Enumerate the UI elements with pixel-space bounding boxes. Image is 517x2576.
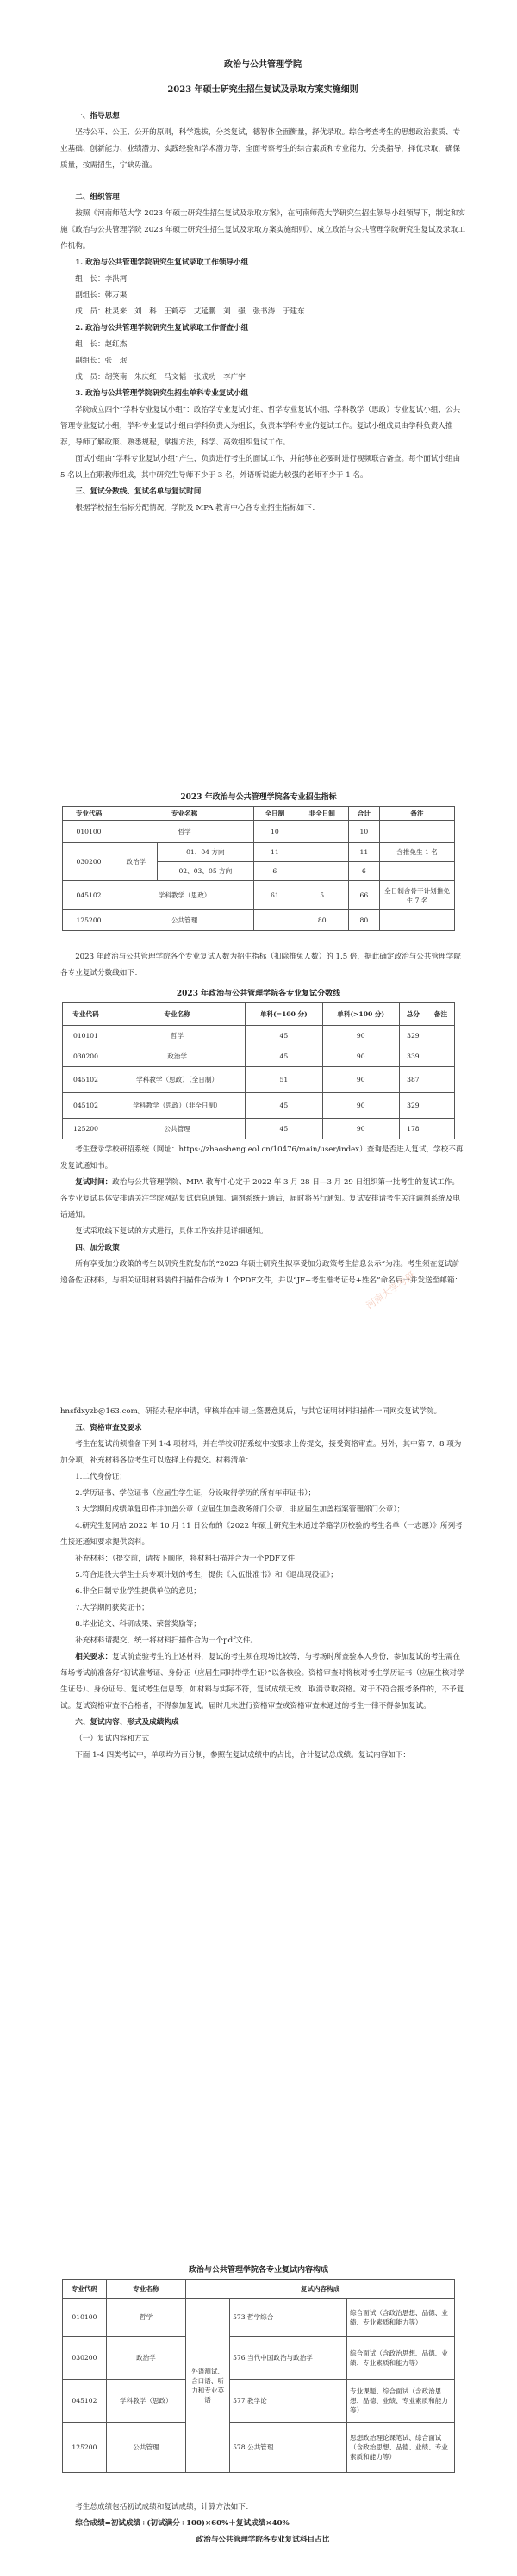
score-calculation [60, 2499, 465, 2548]
table-cell: 专业课题、综合面试（含政治思想、品德、业绩、专业素质和能力等） [347, 2380, 455, 2423]
table-cell [296, 843, 348, 862]
table-cell: 公共管理 [115, 910, 254, 931]
table-cell [380, 910, 455, 931]
section-2-title: 二、组织管理 [75, 193, 120, 202]
table-cell [380, 821, 455, 843]
table-cell: 80 [348, 910, 379, 931]
table-cell: 66 [348, 881, 379, 910]
school-heading: 政治与公共管理学院 [224, 60, 302, 70]
table-cell: 综合面试（含政治思想、品德、业绩、专业素质和能力等） [347, 2337, 455, 2380]
table-cell: 010100 [63, 2299, 107, 2337]
weight-table-caption: 政治与公共管理学院各专业复试科目占比 [196, 2536, 330, 2544]
material-item: 6.非全日制专业学生提供单位的意见； [75, 1587, 201, 1596]
table-cell: 80 [296, 910, 348, 931]
table-cell: 学科教学（思政） [115, 881, 254, 910]
table-cell: 045102 [63, 2380, 107, 2423]
table-row [63, 1093, 455, 1119]
table-cell [296, 821, 348, 843]
table-cell: 90 [322, 1046, 399, 1067]
table-row [63, 821, 455, 843]
table-cell: 哲学 [106, 2299, 185, 2337]
table-row [63, 843, 455, 862]
material-item: 补充材料请提交，统一将材料扫描件合为一个pdf文件。 [75, 1636, 258, 1645]
table-cell: 45 [246, 1119, 322, 1139]
table-cell: 90 [322, 1093, 399, 1119]
table-cell [296, 862, 348, 881]
retest-time-paragraph [60, 1175, 465, 1224]
table-row [63, 2380, 455, 2423]
table-header-cell: 专业代码 [63, 2280, 107, 2299]
table-cell: 含推免生 1 名 [380, 843, 455, 862]
table-cell: 178 [399, 1119, 427, 1139]
table-cell [427, 1093, 454, 1119]
section-6-title: 六、复试内容、形式及成绩构成 [75, 1718, 179, 1727]
retest-time-label: 复试时间： [75, 1178, 113, 1187]
table-header-cell: 合计 [348, 807, 379, 821]
table-row [63, 1026, 455, 1046]
table-cell: 6 [348, 862, 379, 881]
table-cell [427, 1026, 454, 1046]
table-cell: 329 [399, 1093, 427, 1119]
table-row [63, 1046, 455, 1067]
table-cell: 90 [322, 1119, 399, 1139]
group-2-title: 2. 政治与公共管理学院研究生复试录取工作督查小组 [75, 324, 249, 332]
table-cell [427, 1067, 454, 1093]
table-cell [254, 910, 296, 931]
table-cell: 51 [246, 1067, 322, 1093]
material-item: 7.大学期间获奖证书； [75, 1604, 149, 1612]
table-row [63, 2423, 455, 2473]
table-cell: 哲学 [115, 821, 254, 843]
table-cell: 01、04 方向 [157, 843, 253, 862]
table-row [63, 1067, 455, 1093]
table-header-cell: 专业代码 [63, 807, 115, 821]
table-cell: 010100 [63, 821, 115, 843]
table-cell: 45 [246, 1046, 322, 1067]
table-cell [380, 862, 455, 881]
group-3-title: 3. 政治与公共管理学院研究生招生单科专业复试小组 [75, 389, 249, 398]
table-cell: 11 [254, 843, 296, 862]
table-2-caption: 2023 年政治与公共管理学院各专业复试分数线 [176, 990, 341, 998]
enrollment-quota-table [62, 806, 455, 931]
table-cell: 政治学 [109, 1046, 245, 1067]
table-header-cell: 专业名称 [115, 807, 254, 821]
group-2-members: 成 员：胡笑南 朱庆红 马文韬 张成功 李广宇 [75, 373, 246, 382]
score-formula: 综合成绩=初试成绩÷(初试满分÷100)×60%＋复试成绩×40% [75, 2519, 290, 2528]
table-cell: 045102 [63, 881, 115, 910]
post-table-2-section [60, 1142, 465, 1289]
table-header-cell: 备注 [380, 807, 455, 821]
table-cell: 45 [246, 1093, 322, 1119]
table-row [63, 910, 455, 931]
group-3-text-1: 学院成立四个“学科专业复试小组”：政治学专业复试小组、哲学专业复试小组、学科教学（思政）专业复试小组、公共管理专业复试小组，学科专业复试小组由学科负责人为组长，负责本学科专业的复试工作。复试小组成员由学科负责人推荐，导师了解政策、熟悉规程，掌握方法，科学、高效组织复试工作。 [60, 406, 461, 447]
watermark: 河南大学考研 [364, 1269, 418, 1312]
table-1-caption: 2023 年政治与公共管理学院各专业招生指标 [180, 793, 337, 802]
table-cell: 学科教学（思政）（非全日制） [109, 1093, 245, 1119]
table-cell: 045102 [63, 1067, 109, 1093]
table-cell: 578 公共管理 [230, 2423, 347, 2473]
material-item: 补充材料：（提交前，请按下顺序，将材料扫描并合为一个PDF文件 [75, 1555, 296, 1563]
offline-retest-paragraph: 复试采取线下复试的方式进行，具体工作安排见详细通知。 [75, 1227, 268, 1236]
table-cell: 90 [322, 1026, 399, 1046]
section-3-text: 根据学校招生指标分配情况，学院及 MPA 教育中心各专业招生指标如下： [75, 504, 320, 512]
table-cell: 576 当代中国政治与政治学 [230, 2337, 347, 2380]
retest-time-text: 政治与公共管理学院、MPA 教育中心定于 2022 年 3 月 28 日—3 月 29 日组织第一批考生的复试工作。各专业复试具体安排请关注学院网站复试信息通知。调剂系统开通后，届时将另行通知。复试安排请考生关注调剂系统及电话通知。 [60, 1178, 461, 1220]
section-1-text: 坚持公平、公正、公开的原则，科学选拔，分类复试，德智体全面衡量，择优录取。综合考查考生的思想政治素质、专业基础、创新能力、业绩潜力、实践经验和学术潜力等，全面考察考生的综合素质和专业能力，分类指导，择优录取，确保质量，按需招生，宁缺毋滥。 [60, 128, 461, 170]
material-item: 2.学历证书、学位证书（应届生学生证，分设取得学历的所有年审证书）； [75, 1489, 316, 1498]
table-header-cell: 备注 [427, 1003, 454, 1026]
table-cell: 10 [254, 821, 296, 843]
table-cell: 外语测试、含口语、听力和专业英语 [186, 2299, 230, 2473]
section-organization [60, 189, 465, 517]
table-header-cell: 单科(=100 分) [246, 1003, 322, 1026]
table-cell [427, 1046, 454, 1067]
table-header-cell: 单科(>100 分) [322, 1003, 399, 1026]
table-row [63, 1119, 455, 1139]
group-1-leader: 组 长：李洪河 [75, 275, 128, 283]
table-cell: 02、03、05 方向 [157, 862, 253, 881]
requirements-paragraph [60, 1649, 465, 1715]
table-cell: 公共管理 [106, 2423, 185, 2473]
qualification-section [60, 1404, 465, 1764]
section-5-title: 五、资格审查及要求 [75, 1424, 142, 1432]
requirements-label: 相关要求： [75, 1653, 113, 1661]
table-cell: 公共管理 [109, 1119, 245, 1139]
cutoff-score-table [62, 1002, 455, 1139]
table-cell: 45 [246, 1026, 322, 1046]
material-item: 5.符合退役大学生士兵专项计划的考生，提供《入伍批准书》和《退出现役证》； [75, 1571, 338, 1580]
table-header-cell: 全日制 [254, 807, 296, 821]
table-header-cell: 非全日制 [296, 807, 348, 821]
table-cell: 577 教学论 [230, 2380, 347, 2423]
table-header-row [63, 1003, 455, 1026]
table-cell: 5 [296, 881, 348, 910]
group-3-text-2: 面试小组由“学科专业复试小组”产生，负责进行考生的面试工作，并能够在必要时进行视频联合备查。每个面试小组由 5 名以上在职教师组成，其中研究生导师不少于 3 名，外语听说能力较强的老师不少于 1 名。 [60, 455, 461, 480]
table-header-cell: 复试内容构成 [186, 2280, 455, 2299]
table-row [63, 2299, 455, 2337]
group-1-members: 成 员：杜灵来 刘 科 王鹤亭 艾延鹏 刘 强 张书涛 于建东 [75, 307, 305, 316]
table-cell: 综合面试（含政治思想、品德、业绩、专业素质和能力等） [347, 2299, 455, 2337]
table-cell: 339 [399, 1046, 427, 1067]
table-cell: 030200 [63, 2337, 107, 2380]
table-cell: 329 [399, 1026, 427, 1046]
table-cell: 125200 [63, 910, 115, 931]
table-header-cell: 专业名称 [106, 2280, 185, 2299]
section-6-text: 下面 1-4 四类考试中，单项均为百分制，参照在复试成绩中的占比，合计复试总成绩。复试内容如下： [75, 1751, 411, 1760]
section-guiding-ideas [60, 109, 465, 174]
group-2-leader: 组 长：赵红杰 [75, 340, 128, 349]
table-cell: 哲学 [109, 1026, 245, 1046]
table-header-cell: 专业代码 [63, 1003, 109, 1026]
table-cell: 政治学 [106, 2337, 185, 2380]
section-2-text: 按照《河南师范大学 2023 年硕士研究生招生复试及录取方案》，在河南师范大学研究生招生领导小组领导下，制定和实施《政治与公共管理学院 2023 年硕士研究生招生复试及录取方案实施细则》，成立政治与公共管理学院研究生复试及录取工作机构。 [60, 209, 465, 251]
table-cell: 125200 [63, 2423, 107, 2473]
table-3-caption: 政治与公共管理学院各专业复试内容构成 [188, 2266, 328, 2275]
group-1-deputy: 副组长：韩万渠 [75, 291, 128, 300]
group-2-deputy: 副组长：张 珉 [75, 357, 128, 365]
material-item: 8.毕业论文、科研成果、荣誉奖励等； [75, 1620, 201, 1629]
group-1-title: 1. 政治与公共管理学院研究生复试录取工作领导小组 [75, 258, 249, 267]
table-cell: 010101 [63, 1026, 109, 1046]
table-header-row [63, 807, 455, 821]
table-cell: 思想政治理论课笔试、综合面试（含政治思想、品德、业绩、专业素质和能力等） [347, 2423, 455, 2473]
section-3-title: 三、复试分数线、复试名单与复试时间 [75, 487, 202, 496]
table-cell: 387 [399, 1067, 427, 1093]
table-cell: 045102 [63, 1093, 109, 1119]
table-cell: 学科教学（思政） [106, 2380, 185, 2423]
table-cell: 6 [254, 862, 296, 881]
section-1-title: 一、指导思想 [75, 112, 120, 121]
section-6-subtitle: （一）复试内容和方式 [75, 1735, 150, 1743]
table-cell: 政治学 [115, 843, 158, 881]
table-cell: 030200 [63, 1046, 109, 1067]
table-cell: 90 [322, 1067, 399, 1093]
table-row [63, 881, 455, 910]
total-score-paragraph: 考生总成绩包括初试成绩和复试成绩，计算方法如下： [75, 2503, 253, 2511]
ratio-paragraph: 2023 年政治与公共管理学院各个专业复试人数为招生指标（扣除推免人数）的 1.5 倍，据此确定政治与公共管理学院各专业复试分数线如下： [60, 953, 461, 978]
table-cell: 125200 [63, 1119, 109, 1139]
document-title: 2023 年硕士研究生招生复试及录取方案实施细则 [167, 85, 358, 95]
table-header-cell: 总分 [399, 1003, 427, 1026]
table-row [63, 2337, 455, 2380]
table-cell: 10 [348, 821, 379, 843]
material-item: 1.二代身份证； [75, 1473, 127, 1481]
material-item: 4.研究生复网站 2022 年 10 月 11 日公布的《2022 年硕士研究生未通过学籍学历校验的考生名单（一志愿）》所列考生接还通知要求提供资料。 [60, 1522, 463, 1547]
retest-content-table [62, 2279, 455, 2473]
bonus-policy-paragraph: 所有享受加分政策的考生以研究生院发布的“2023 年硕士研究生拟享受加分政策考生信息公示”为准。考生须在复试前递备佐证材料，与相关证明材料装件扫描件合成为 1 个PDF文件，并以“JF+考生准考证号+姓名”命名后一并发送至邮箱： [60, 1260, 463, 1285]
table-cell [427, 1119, 454, 1139]
table-cell: 573 哲学综合 [230, 2299, 347, 2337]
material-item: 3.大学期间成绩单复印件并加盖公章（应届生加盖教务部门公章，非应届生加盖档案管理部门公章）； [75, 1505, 405, 1514]
table-cell: 11 [348, 843, 379, 862]
table-header-cell: 专业名称 [109, 1003, 245, 1026]
materials-intro: 考生在复试前须准备下列 1-4 项材料，并在学校研招系统中按要求上传提交，接受资格审查。另外，其中第 7、8 项为加分项，补充材料各位考生可以选择上传提交。材料清单： [60, 1440, 462, 1465]
requirements-text: 复试前查验考生的上述材料，复试的考生须在现场比较等，与考场时所查验本人身份，参加复试的考生需在每场考试前准备好“初试准考证、身份证（应届生同时带学生证）”以备核验。资格审查时将核对考生学历证书（应届生核对学生证号）、身份证号、复试考生信息等，如材料与实际不符，复试成绩无效，取消录取资格。对于不符合报考条件的，不予复试。复试资格审查不合格者，不得参加复试。届时凡未进行资格审查或资格审查未通过的考生一律不得参加复试。 [60, 1653, 464, 1710]
system-query-paragraph: 考生登录学校研招系统（网址：https://zhaosheng.eol.cn/10476/main/user/index）查询是否进入复试，学校不再发复试通知书。 [60, 1145, 464, 1170]
table-cell: 61 [254, 881, 296, 910]
section-4-title: 四、加分政策 [75, 1244, 120, 1252]
table-cell: 030200 [63, 843, 115, 881]
table-cell: 学科教学（思政）（全日制） [109, 1067, 245, 1093]
table-cell: 全日制含骨干计划推免生 7 名 [380, 881, 455, 910]
table-header-row [63, 2280, 455, 2299]
email-paragraph: hnsfdxyzb@163.com。研招办程序申请，审核并在申请上签署意见后，与其它证明材料扫描件一同网交复试学院。 [60, 1407, 442, 1416]
